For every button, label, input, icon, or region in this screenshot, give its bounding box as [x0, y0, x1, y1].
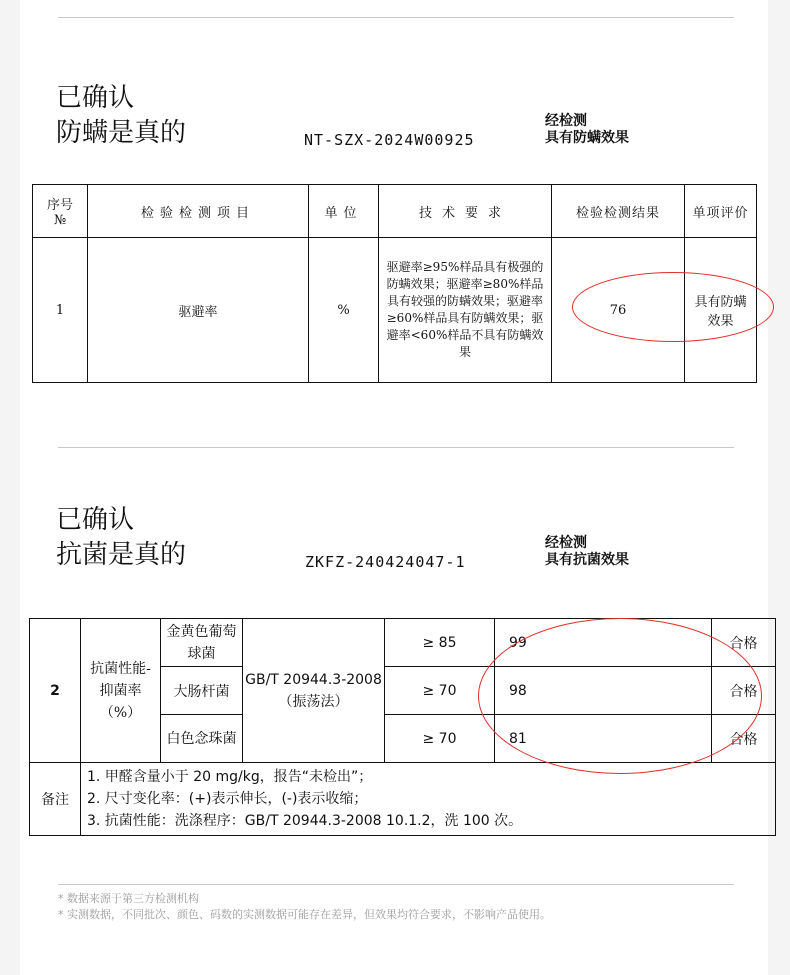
- middle-divider: [58, 447, 734, 448]
- requirement-1: ≥ 85: [385, 619, 495, 667]
- top-divider: [58, 17, 734, 18]
- section2-note-line2: 具有抗菌效果: [545, 552, 629, 568]
- row-unit: %: [309, 238, 379, 383]
- row-requirement: 驱避率≥95%样品具有极强的防螨效果；驱避率≥80%样品具有较强的防螨效果；驱避率≥60%样品具有防螨效果；驱避率<60%样品不具有防螨效果: [379, 238, 552, 383]
- header-unit: 单位: [309, 185, 379, 238]
- section2-title-line1: 已确认: [56, 505, 135, 535]
- remark-1: 1. 甲醛含量小于 20 mg/kg，报告“未检出”；: [87, 769, 373, 785]
- remarks-content: [81, 763, 776, 836]
- remarks-row: [30, 763, 776, 836]
- row-evaluation: 具有防螨效果: [685, 238, 757, 383]
- section1-note-line2: 具有防螨效果: [545, 130, 629, 146]
- remarks-label: 备注: [30, 763, 81, 836]
- section1-title-line2: 防螨是真的: [56, 118, 187, 148]
- evaluation-3: 合格: [712, 715, 776, 763]
- row-serial: 2: [30, 619, 81, 763]
- section1-title-line1: 已确认: [56, 83, 135, 113]
- section2-report-number: ZKFZ-240424047-1: [305, 553, 466, 571]
- table-header-row: [33, 185, 757, 238]
- row-serial: 1: [33, 238, 88, 383]
- report-page: [20, 0, 768, 975]
- footer-line1: * 数据来源于第三方检测机构: [58, 892, 199, 905]
- section2-title-line2: 抗菌是真的: [56, 540, 187, 570]
- requirement-3: ≥ 70: [385, 715, 495, 763]
- row-test-item: 驱避率: [88, 238, 309, 383]
- remark-3: 3. 抗菌性能：洗涤程序：GB/T 20944.3-2008 10.1.2，洗 100 次。: [87, 813, 523, 829]
- result-3: 81: [495, 715, 712, 763]
- evaluation-1: 合格: [712, 619, 776, 667]
- result-1: 99: [495, 619, 712, 667]
- section1-note-line1: 经检测: [545, 113, 587, 129]
- method-standard: GB/T 20944.3-2008: [245, 671, 382, 688]
- header-serial: 序号 №: [33, 185, 88, 238]
- row-result: 76: [552, 238, 685, 383]
- footer-divider: [58, 884, 734, 885]
- highlight-oval-result: [572, 272, 774, 342]
- header-result: 检验检测结果: [552, 185, 685, 238]
- header-test-item: 检验检测项目: [88, 185, 309, 238]
- section2-note-line1: 经检测: [545, 535, 587, 551]
- evaluation-2: 合格: [712, 667, 776, 715]
- header-evaluation: 单项评价: [685, 185, 757, 238]
- row-test-item: 抗菌性能-抑菌率（%）: [81, 619, 161, 763]
- strain-3: 白色念珠菌: [161, 715, 243, 763]
- method-subtitle: （振荡法）: [278, 693, 349, 710]
- footer-line2: * 实测数据，不同批次、颜色、码数的实测数据可能存在差异，但效果均符合要求，不影响产品使用。: [58, 908, 551, 921]
- strain-1: 金黄色葡萄球菌: [161, 619, 243, 667]
- section1-report-number: NT-SZX-2024W00925: [304, 131, 475, 149]
- strain-2: 大肠杆菌: [161, 667, 243, 715]
- test-method: [243, 619, 385, 763]
- remark-2: 2. 尺寸变化率：(+)表示伸长，(-)表示收缩；: [87, 791, 368, 807]
- highlight-oval-results: [478, 618, 762, 774]
- result-2: 98: [495, 667, 712, 715]
- header-requirement: 技术要求: [379, 185, 552, 238]
- requirement-2: ≥ 70: [385, 667, 495, 715]
